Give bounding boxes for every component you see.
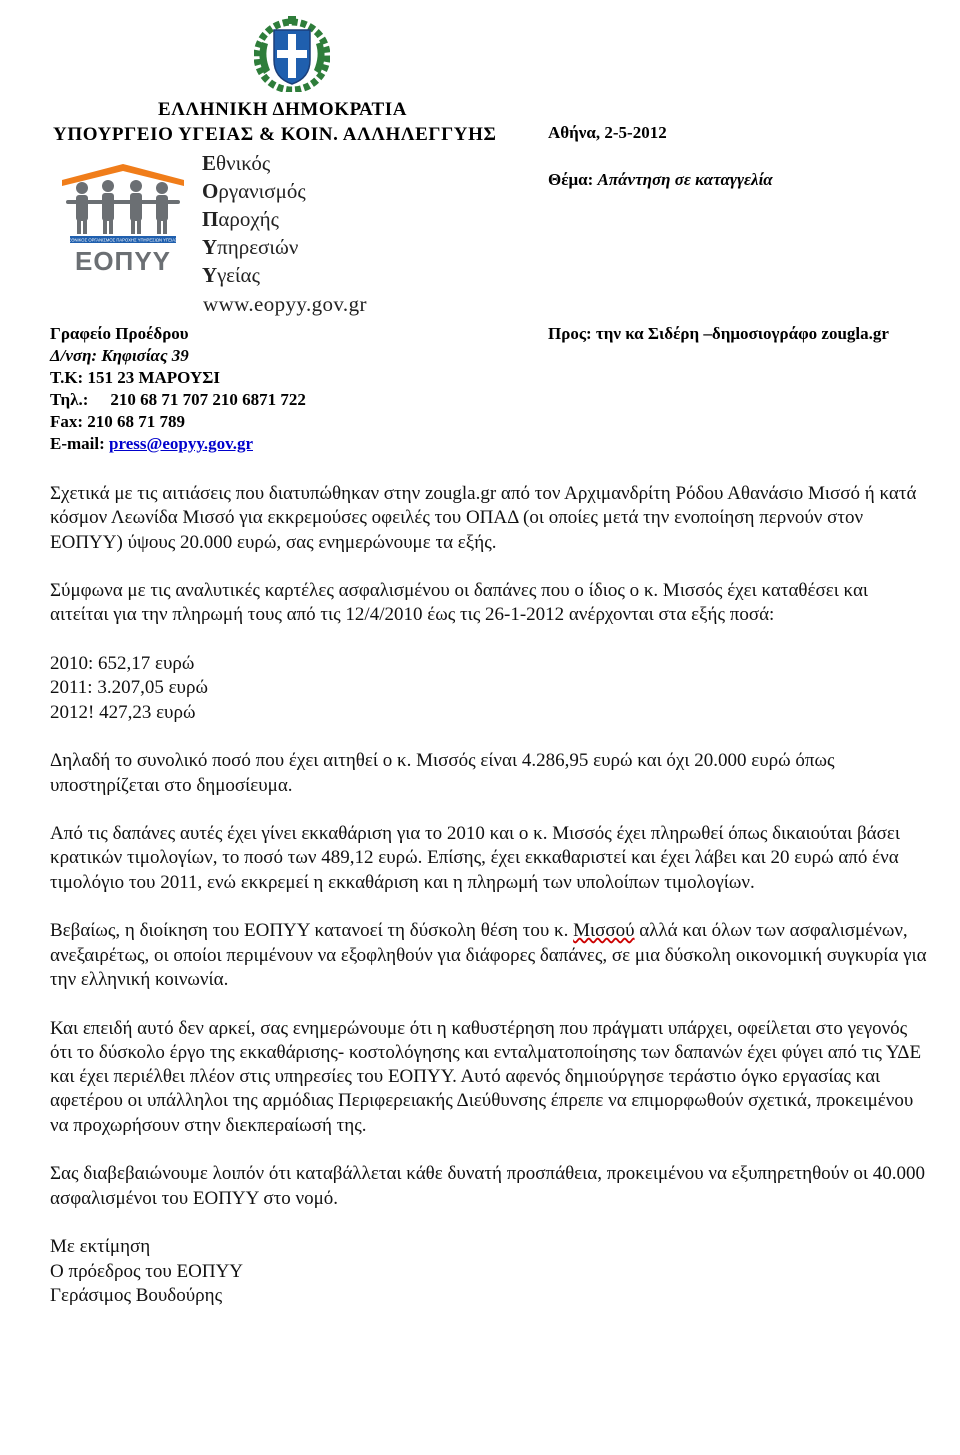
acronym-rest: γείας (217, 263, 260, 287)
paragraph-1: Σχετικά με τις αιτιάσεις που διατυπώθηκαν στην zougla.gr από τον Αρχιμανδρίτη Ρόδου Αθανάσιο Μισσό ή κατά κόσμον Λεωνίδα Μισσό για εκκρεμούσες οφειλές του ΟΠΑΔ (οι οποίες μετά την ενοποίηση περνούν στον ΕΟΠΥΥ) ύψους 20.000 ευρώ, σας ενημερώνουμε τα εξής. (50, 483, 917, 553)
paragraph-3: Δηλαδή το συνολικό ποσό που έχει αιτηθεί ο κ. Μισσός είναι 4.286,95 ευρώ και όχι 20.000 ευρώ όπως υποστηρίζεται στο δημοσίευμα. (50, 750, 835, 796)
paragraph-5-start: Βεβαίως, η διοίκηση του ΕΟΠΥΥ κατανοεί τη δύσκολη θέση του κ. (50, 920, 574, 942)
amounts-list (50, 652, 930, 725)
coat-of-arms-emblem (254, 12, 330, 92)
letter-date: Αθήνα, 2-5-2012 (548, 123, 667, 142)
acronym-line-2 (202, 179, 306, 204)
spellcheck-word: Μισσού (573, 920, 635, 942)
acronym-line-4 (202, 235, 298, 260)
email-link[interactable]: press@eopyy.gov.gr (109, 434, 253, 453)
paragraph-2: Σύμφωνα με τις αναλυτικές καρτέλες ασφαλισμένου οι δαπάνες που ο ίδιος ο κ. Μισσός έχει καταθέσει και αιτείται για την πληρωμή τους από τις 12/4/2010 έως τις 26-1-2012 ανέρχονται στα εξής ποσά: (50, 580, 869, 626)
paragraph-5 (50, 919, 930, 992)
amount-2012: 2012! 427,23 ευρώ (50, 701, 196, 723)
paragraph-7: Σας διαβεβαιώνουμε λοιπόν ότι καταβάλλεται κάθε δυνατή προσπάθεια, προκειμένου να εξυπηρετηθούν οι 40.000 ασφαλισμένοι του ΕΟΠΥΥ στο νομό. (50, 1163, 926, 1209)
signer-title: Ο πρόεδρος του ΕΟΠΥΥ (50, 1260, 244, 1282)
republic-heading: ΕΛΛΗΝΙΚΗ ΔΗΜΟΚΡΑΤΙΑ (158, 99, 408, 120)
eopyy-logo (60, 158, 186, 276)
acronym-initial: Ο (202, 179, 219, 203)
acronym-line-3 (202, 207, 279, 232)
signer-name: Γεράσιμος Βουδούρης (50, 1284, 223, 1306)
acronym-initial: Ε (202, 151, 217, 175)
signature-block (50, 1235, 930, 1308)
acronym-initial: Π (202, 207, 219, 231)
acronym-rest: πηρεσιών (217, 235, 299, 259)
paragraph-5-end: αλλά και όλων των ασφαλισμένων, ανεξαιρέτως, οι οποίοι περιμένουν να εξοφληθούν για διάφορες δαπάνες, σε μια δύσκολη οικονομική συγκυρία για την ελληνική κοινωνία. (50, 920, 927, 990)
acronym-rest: αροχής (218, 207, 279, 231)
subject-value: Απάντηση σε καταγγελία (597, 170, 773, 189)
closing: Με εκτίμηση (50, 1236, 151, 1258)
postal-code: Τ.Κ: 151 23 ΜΑΡΟΥΣΙ (50, 368, 220, 387)
phone-1: 210 68 71 707 (110, 390, 209, 409)
letter-subject (548, 170, 773, 190)
subject-label: Θέμα: (548, 170, 594, 189)
paragraph-6: Και επειδή αυτό δεν αρκεί, σας ενημερώνουμε ότι η καθυστέρηση που πράγματι υπάρχει, οφείλεται στο γεγονός ότι το δύσκολο έργο της εκκαθάρισης- κοστολόγησης και ενταλματοποίησης των δαπανών έχει φύγει από τις ΥΔΕ και έχει περιέλθει πλέον στις υπηρεσίες του ΕΟΠΥΥ. Αυτό αφενός δημιούργησε τεράστιο όγκο εργασίας και αφετέρου οι υπάλληλοι της αρμόδιας Περιφερειακής Διεύθυνσης έπρεπε να επιμορφωθούν σχετικά, προκειμένου να προχωρήσουν στην διεκπεραίωσή της. (50, 1017, 922, 1136)
email-line (50, 434, 253, 454)
ministry-heading: ΥΠΟΥΡΓΕΙΟ ΥΓΕΙΑΣ & ΚΟΙΝ. ΑΛΛΗΛΕΓΓΥΗΣ (53, 124, 497, 145)
acronym-rest: ργανισμός (218, 179, 306, 203)
email-label: E-mail: (50, 434, 105, 453)
office-address: Δ/νση: Κηφισίας 39 (50, 346, 189, 365)
amount-2011: 2011: 3.207,05 ευρώ (50, 677, 208, 699)
phone-label: Τηλ.: (50, 390, 89, 409)
acronym-line-1 (202, 151, 270, 176)
letter-body (50, 482, 930, 1332)
phone-2: 210 6871 722 (212, 390, 306, 409)
letter-recipient: Προς: την κα Σιδέρη –δημοσιογράφο zougla.gr (548, 324, 889, 343)
logo-text: ΕΟΠΥΥ (74, 246, 172, 276)
office-name: Γραφείο Προέδρου (50, 324, 189, 343)
paragraph-4: Από τις δαπάνες αυτές έχει γίνει εκκαθάριση για το 2010 και ο κ. Μισσός έχει πληρωθεί όπως δικαιούται βάσει κρατικών τιμολογίων, το ποσό των 489,12 ευρώ. Επίσης, έχει εκκαθαριστεί και έχει λάβει και 20 ευρώ από ένα τιμολόγιο του 2011, ενώ εκκρεμεί η εκκαθάριση και η πληρωμή των υπολοίπων τιμολογίων. (50, 823, 900, 893)
amount-2010: 2010: 652,17 ευρώ (50, 653, 195, 675)
fax-number: Fax: 210 68 71 789 (50, 412, 186, 431)
phone-numbers (50, 390, 306, 410)
acronym-line-5 (202, 263, 260, 288)
acronym-rest: θνικός (216, 151, 271, 175)
acronym-initial: Υ (202, 235, 218, 259)
logo-tagline: ΕΘΝΙΚΟΣ ΟΡΓΑΝΙΣΜΟΣ ΠΑΡΟΧΗΣ ΥΠΗΡΕΣΙΩΝ ΥΓΕΙΑΣ (68, 237, 178, 243)
acronym-initial: Υ (202, 263, 218, 287)
website-url: www.eopyy.gov.gr (203, 292, 367, 316)
